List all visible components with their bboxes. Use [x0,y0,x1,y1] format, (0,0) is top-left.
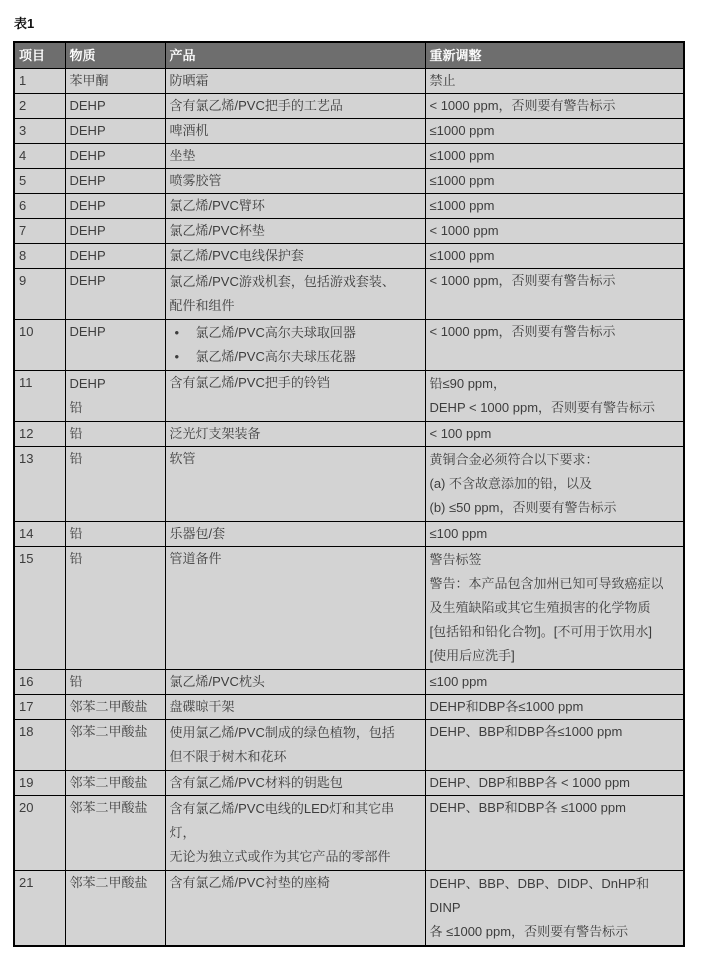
product-cell: 含有氯乙烯/PVC把手的铃铛 [165,371,425,422]
substance-cell [65,371,165,422]
adjustment-cell: DEHP、BBP和DBP各≤1000 ppm [425,720,684,771]
item-cell: 20 [14,796,65,871]
adjustment-cell: ≤1000 ppm [425,194,684,219]
item-cell: 16 [14,670,65,695]
substance-cell: 铅 [65,422,165,447]
product-cell [165,269,425,320]
product-cell: 泛光灯支架装备 [165,422,425,447]
item-cell: 5 [14,169,65,194]
table-row [14,119,684,144]
adjustment-cell [425,547,684,670]
item-cell: 19 [14,771,65,796]
cell-line: 各 ≤1000 ppm，否则要有警告标示 [429,924,629,939]
bullet-icon: • [174,325,180,340]
adjustment-cell: < 1000 ppm，否则要有警告标示 [425,269,684,320]
product-cell: 氯乙烯/PVC电线保护套 [165,244,425,269]
product-cell: 啤酒机 [165,119,425,144]
substance-cell: 邻苯二甲酸盐 [65,771,165,796]
table-row [14,144,684,169]
cell-line: DEHP < 1000 ppm，否则要有警告标示 [429,400,656,415]
substance-cell: DEHP [65,144,165,169]
table-row [14,796,684,871]
table-row [14,547,684,670]
item-cell: 18 [14,720,65,771]
col-header-substance: 物质 [65,42,165,69]
table-row [14,422,684,447]
product-cell: 防晒霜 [165,69,425,94]
bullet-list-item [170,321,420,345]
item-cell: 10 [14,320,65,371]
product-cell: 氯乙烯/PVC杯垫 [165,219,425,244]
item-cell: 7 [14,219,65,244]
substance-cell: DEHP [65,320,165,371]
item-cell: 14 [14,522,65,547]
table-body [14,69,684,947]
adjustment-cell: DEHP和DBP各≤1000 ppm [425,695,684,720]
cell-line: 铅≤90 ppm， [429,376,506,391]
adjustment-cell: DEHP、DBP和BBP各 < 1000 ppm [425,771,684,796]
cell-line: DEHP、BBP、DBP、DIDP、DnHP和DINP [429,876,650,915]
table-row [14,244,684,269]
substance-cell: 苯甲酮 [65,69,165,94]
substance-cell: 邻苯二甲酸盐 [65,796,165,871]
adjustment-cell: < 1000 ppm，否则要有警告标示 [425,94,684,119]
cell-line: 无论为独立式或作为其它产品的零部件 [169,849,391,864]
table-row [14,69,684,94]
cell-line: 铅 [69,400,83,415]
product-cell: 含有氯乙烯/PVC材料的钥匙包 [165,771,425,796]
cell-line: 含有氯乙烯/PVC电线的LED灯和其它串灯， [169,801,395,840]
item-cell: 9 [14,269,65,320]
substance-cell: DEHP [65,169,165,194]
cell-line: 警告标签 [429,552,482,567]
table-row [14,371,684,422]
substance-cell: 铅 [65,522,165,547]
item-cell: 4 [14,144,65,169]
product-cell: 软管 [165,447,425,522]
substance-cell: DEHP [65,119,165,144]
item-cell: 17 [14,695,65,720]
substance-cell: 邻苯二甲酸盐 [65,720,165,771]
cell-line: 配件和组件 [169,298,235,313]
table-row [14,269,684,320]
table-row [14,447,684,522]
table-row [14,219,684,244]
cell-line: 使用氯乙烯/PVC制成的绿色植物，包括 [169,725,395,740]
adjustment-cell [425,447,684,522]
item-cell: 15 [14,547,65,670]
bullet-icon: • [174,349,180,364]
col-header-item: 项目 [14,42,65,69]
item-cell: 21 [14,871,65,947]
product-cell [165,796,425,871]
table-row [14,720,684,771]
header-row [14,42,684,69]
col-header-product: 产品 [165,42,425,69]
bullet-list-item [170,345,420,369]
item-cell: 11 [14,371,65,422]
substance-cell: DEHP [65,94,165,119]
table-row [14,94,684,119]
substance-cell: 铅 [65,447,165,522]
table-row [14,522,684,547]
adjustment-cell: ≤1000 ppm [425,119,684,144]
table-row [14,871,684,947]
item-cell: 2 [14,94,65,119]
adjustment-cell: DEHP、BBP和DBP各 ≤1000 ppm [425,796,684,871]
adjustment-cell: < 1000 ppm [425,219,684,244]
adjustment-cell: ≤100 ppm [425,522,684,547]
adjustment-cell: ≤1000 ppm [425,169,684,194]
product-cell: 含有氯乙烯/PVC衬垫的座椅 [165,871,425,947]
item-cell: 8 [14,244,65,269]
substance-cell: DEHP [65,194,165,219]
adjustment-cell: ≤1000 ppm [425,244,684,269]
product-cell [165,320,425,371]
cell-line: DEHP [69,376,106,391]
cell-line: (a) 不含故意添加的铅，以及 [429,476,593,491]
bullet-text: 氯乙烯/PVC高尔夫球取回器 [195,325,356,340]
cell-line: 氯乙烯/PVC游戏机套，包括游戏套装、 [169,274,395,289]
product-cell: 氯乙烯/PVC枕头 [165,670,425,695]
bullet-text: 氯乙烯/PVC高尔夫球压花器 [195,349,356,364]
item-cell: 3 [14,119,65,144]
substance-cell: 铅 [65,670,165,695]
cell-line: [使用后应洗手] [429,648,515,663]
product-cell: 乐器包/套 [165,522,425,547]
adjustment-cell [425,371,684,422]
adjustment-cell: 禁止 [425,69,684,94]
item-cell: 1 [14,69,65,94]
product-cell: 氯乙烯/PVC臂环 [165,194,425,219]
adjustment-cell: < 1000 ppm，否则要有警告标示 [425,320,684,371]
adjustment-cell: ≤1000 ppm [425,144,684,169]
substance-cell: 铅 [65,547,165,670]
substance-cell: DEHP [65,219,165,244]
table-row [14,670,684,695]
product-cell: 坐垫 [165,144,425,169]
table-title: 表1 [14,16,35,31]
substance-cell: 邻苯二甲酸盐 [65,871,165,947]
table-row [14,320,684,371]
item-cell: 6 [14,194,65,219]
cell-line: [包括铅和铅化合物]。[不可用于饮用水] [429,624,652,639]
adjustment-cell: ≤100 ppm [425,670,684,695]
adjustment-cell [425,871,684,947]
adjustment-cell: < 100 ppm [425,422,684,447]
cell-line: (b) ≤50 ppm，否则要有警告标示 [429,500,617,515]
cell-line: 警告：本产品包含加州已知可导致癌症以 [429,576,664,591]
cell-line: 黄铜合金必须符合以下要求： [429,452,599,467]
col-header-adjustment: 重新调整 [425,42,684,69]
cell-line: 及生殖缺陷或其它生殖损害的化学物质 [429,600,651,615]
table-row [14,194,684,219]
product-cell: 含有氯乙烯/PVC把手的工艺品 [165,94,425,119]
product-cell: 管道备件 [165,547,425,670]
product-cell: 盘碟晾干架 [165,695,425,720]
regulation-table [13,41,685,947]
table-row [14,695,684,720]
product-cell: 喷雾胶管 [165,169,425,194]
substance-cell: DEHP [65,269,165,320]
item-cell: 12 [14,422,65,447]
substance-cell: DEHP [65,244,165,269]
product-cell [165,720,425,771]
table-row [14,771,684,796]
substance-cell: 邻苯二甲酸盐 [65,695,165,720]
item-cell: 13 [14,447,65,522]
table-row [14,169,684,194]
cell-line: 但不限于树木和花环 [169,749,287,764]
